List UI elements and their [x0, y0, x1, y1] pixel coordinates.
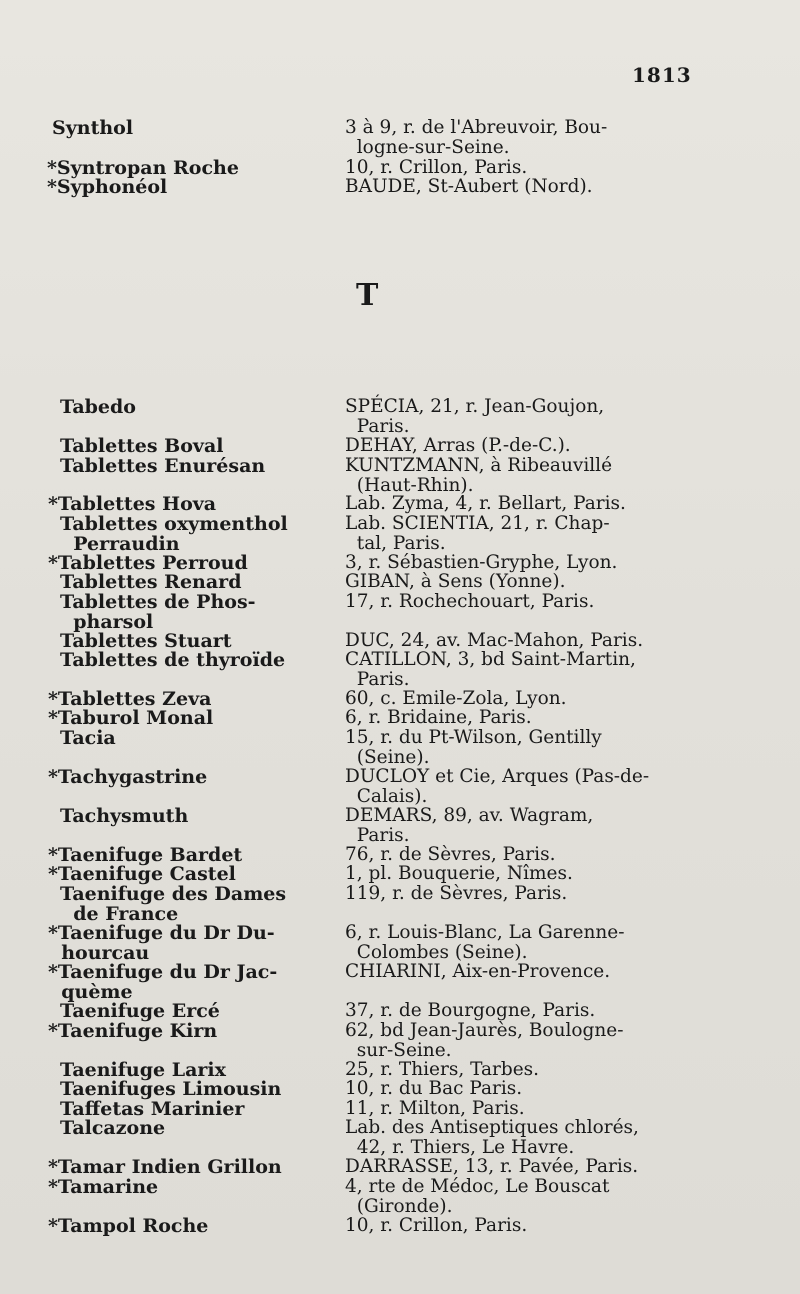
product-name: Taffetas Marinier	[60, 1098, 245, 1120]
product-name: Tabedo	[60, 396, 136, 418]
manufacturer-address: GIBAN, à Sens (Yonne).	[345, 571, 566, 592]
manufacturer-address: DUC, 24, av. Mac-Mahon, Paris.	[345, 630, 644, 651]
manufacturer-address: DEMARS, 89, av. Wagram, Paris.	[345, 805, 594, 846]
manufacturer-address: DEHAY, Arras (P.-de-C.).	[345, 435, 571, 456]
product-name: Tablettes oxymenthol Perraudin	[60, 513, 288, 555]
manufacturer-address: 6, r. Louis-Blanc, La Garenne- Colombes (Seine).	[345, 922, 625, 963]
product-name: *Tamar Indien Grillon	[48, 1156, 282, 1178]
product-name: Synthol	[52, 117, 134, 139]
product-name: Tablettes de thyroïde	[60, 649, 286, 671]
product-name: Tacia	[60, 727, 116, 749]
manufacturer-address: 4, rte de Médoc, Le Bouscat (Gironde).	[345, 1176, 610, 1217]
product-name: Taenifuge Ercé	[60, 1000, 220, 1022]
manufacturer-address: 15, r. du Pt-Wilson, Gentilly (Seine).	[345, 727, 602, 768]
manufacturer-address: 25, r. Thiers, Tarbes.	[345, 1059, 540, 1080]
manufacturer-address: 6, r. Bridaine, Paris.	[345, 707, 532, 728]
manufacturer-address: KUNTZMANN, à Ribeauvillé (Haut-Rhin).	[345, 455, 613, 496]
product-name: Talcazone	[60, 1117, 166, 1139]
manufacturer-address: 3 à 9, r. de l'Abreuvoir, Bou- logne-sur-Seine.	[345, 117, 608, 158]
manufacturer-address: DARRASSE, 13, r. Pavée, Paris.	[345, 1156, 639, 1177]
product-name: *Taenifuge Castel	[48, 863, 236, 885]
manufacturer-address: 1, pl. Bouquerie, Nîmes.	[345, 863, 573, 884]
product-name: *Syntropan Roche	[47, 157, 239, 179]
manufacturer-address: 37, r. de Bourgogne, Paris.	[345, 1000, 596, 1021]
product-name: *Taenifuge Bardet	[48, 844, 243, 866]
product-name: Tablettes Enurésan	[60, 455, 266, 477]
manufacturer-address: 60, c. Emile-Zola, Lyon.	[345, 688, 567, 709]
product-name: *Tachygastrine	[48, 766, 208, 788]
manufacturer-address: 10, r. Crillon, Paris.	[345, 157, 528, 178]
product-name: *Taburol Monal	[48, 707, 214, 729]
product-name: *Tablettes Zeva	[48, 688, 212, 710]
product-name: Tachysmuth	[60, 805, 189, 827]
product-name: *Tamarine	[48, 1176, 159, 1198]
product-name: *Taenifuge du Dr Jac- quème	[48, 961, 278, 1003]
product-name: Tablettes Renard	[60, 571, 242, 593]
manufacturer-address: 62, bd Jean-Jaurès, Boulogne- sur-Seine.	[345, 1020, 624, 1061]
manufacturer-address: 3, r. Sébastien-Gryphe, Lyon.	[345, 552, 618, 573]
manufacturer-address: Lab. Zyma, 4, r. Bellart, Paris.	[345, 493, 626, 514]
product-name: *Taenifuge du Dr Du- hourcau	[48, 922, 275, 964]
manufacturer-address: DUCLOY et Cie, Arques (Pas-de- Calais).	[345, 766, 650, 807]
product-name: *Tablettes Hova	[48, 493, 217, 515]
manufacturer-address: 11, r. Milton, Paris.	[345, 1098, 525, 1119]
manufacturer-address: 76, r. de Sèvres, Paris.	[345, 844, 556, 865]
manufacturer-address: BAUDE, St-Aubert (Nord).	[345, 176, 593, 197]
manufacturer-address: CHIARINI, Aix-en-Provence.	[345, 961, 611, 982]
manufacturer-address: 10, r. du Bac Paris.	[345, 1078, 523, 1099]
manufacturer-address: SPÉCIA, 21, r. Jean-Goujon, Paris.	[345, 396, 605, 437]
manufacturer-address: Lab. SCIENTIA, 21, r. Chap- tal, Paris.	[345, 513, 610, 554]
product-name: Taenifuge des Dames de France	[60, 883, 287, 925]
page-number: 1813	[632, 63, 692, 87]
manufacturer-address: Lab. des Antiseptiques chlorés, 42, r. Thiers, Le Havre.	[345, 1117, 639, 1158]
product-name: Tablettes Stuart	[60, 630, 232, 652]
product-name: *Syphonéol	[47, 176, 168, 198]
product-name: *Taenifuge Kirn	[48, 1020, 218, 1042]
manufacturer-address: 17, r. Rochechouart, Paris.	[345, 591, 595, 612]
manufacturer-address: 10, r. Crillon, Paris.	[345, 1215, 528, 1236]
product-name: Tablettes Boval	[60, 435, 224, 457]
product-name: Taenifuges Limousin	[60, 1078, 282, 1100]
manufacturer-address: CATILLON, 3, bd Saint-Martin, Paris.	[345, 649, 636, 690]
product-name: *Tablettes Perroud	[48, 552, 248, 574]
product-name: Tablettes de Phos- pharsol	[60, 591, 256, 633]
manufacturer-address: 119, r. de Sèvres, Paris.	[345, 883, 568, 904]
product-name: Taenifuge Larix	[60, 1059, 226, 1081]
product-name: *Tampol Roche	[48, 1215, 209, 1237]
section-letter-heading: T	[356, 278, 379, 313]
